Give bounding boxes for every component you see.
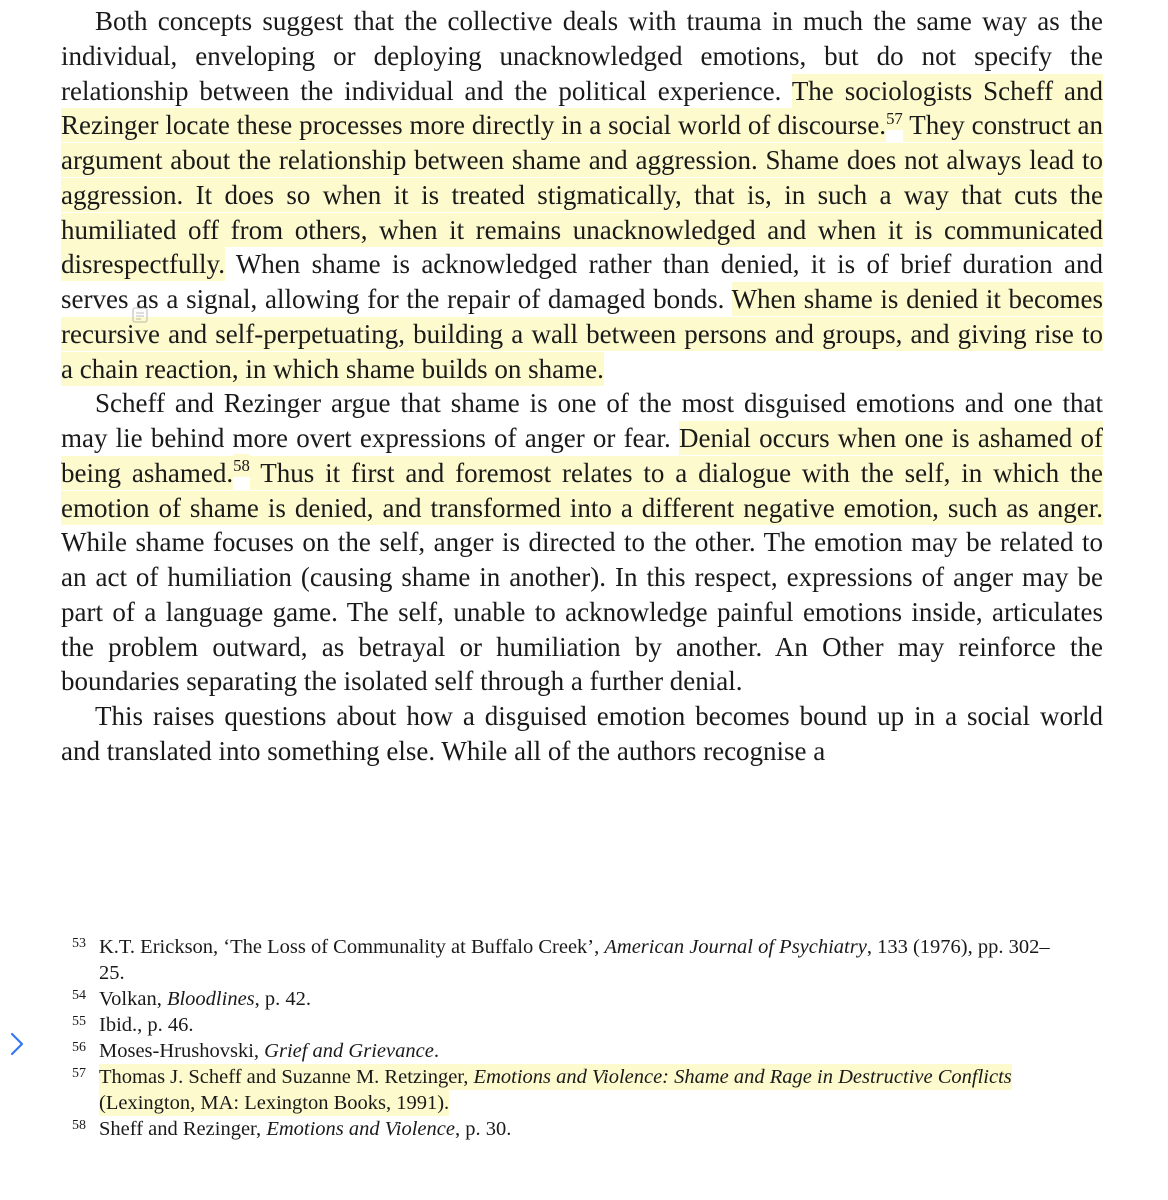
text-run: While shame focuses on the self, anger is directed to the other. The emotion may be related to an act of humiliation (causing shame in another). In this respect, expressions of anger may be part of a language game. The self, unable to acknowledge painful emotions inside, articulates the problem outward, as betrayal or humiliation by another. An Other may reinforce the boundaries separating the isolated self through a further denial.: [61, 527, 1103, 697]
footnote-text: [99, 986, 1072, 1012]
footnote-number: 56: [72, 1040, 86, 1055]
citation-text: K.T. Erickson, ‘The Loss of Communality at Buffalo Creek’,: [99, 936, 605, 958]
footnote-ref[interactable]: 57: [886, 108, 903, 128]
footnote: [72, 986, 1072, 1012]
footnote-number: 55: [72, 1014, 86, 1029]
citation-text: , p. 30.: [454, 1118, 512, 1140]
citation-text: Sheff and Rezinger,: [99, 1118, 267, 1140]
paragraph: [61, 386, 1103, 699]
footnote: [72, 1012, 1072, 1038]
note-icon[interactable]: [131, 306, 149, 324]
citation-text: Thomas J. Scheff and Suzanne M. Retzinger,: [99, 1066, 474, 1088]
citation-text: Ibid., p. 46.: [99, 1014, 194, 1036]
footnote: [72, 934, 1072, 986]
citation-title: Grief and Grievance: [264, 1040, 434, 1062]
highlighted-text: The sociologists Scheff and Rezinger locate these processes more directly in a social world of discourse.: [61, 75, 1103, 141]
citation-text: (Lexington, MA: Lexington Books, 1991).: [99, 1092, 450, 1114]
citation-title: American Journal of Psychiatry: [604, 936, 867, 958]
footnote-number: 53: [72, 936, 86, 951]
footnote-text: [99, 1064, 1072, 1116]
chevron-right-icon[interactable]: [6, 1030, 28, 1058]
citation-title: Emotions and Violence: [266, 1118, 455, 1140]
footnote: [72, 1064, 1072, 1116]
text-run: This raises questions about how a disguised emotion becomes bound up in a social world and translated into something else. While all of the authors recognise a: [61, 701, 1103, 766]
footnote-number: 58: [72, 1118, 86, 1133]
citation-title: Bloodlines: [166, 988, 255, 1010]
highlighted-text: [99, 1064, 1012, 1116]
footnote: [72, 1038, 1072, 1064]
footnote: [72, 1116, 1072, 1142]
text-run: When shame is acknowledged rather than denied, it is of brief duration and serves as a signal, allowing for the repair of damaged bonds.: [61, 249, 1103, 314]
citation-text: Moses-Hrushovski,: [99, 1040, 265, 1062]
footnote-number: 57: [72, 1066, 86, 1081]
citation-text: .: [433, 1040, 439, 1062]
highlighted-text: When shame is denied it becomes recursive and self-perpetuating, building a wall between persons and groups, and giving rise to a chain reaction, in which shame builds on shame.: [61, 284, 1103, 384]
highlighted-text: They construct an argument about the relationship between shame and aggression. Shame does not always lead to aggression. It does so when it is treated stigmatically, that is, in such a way that cuts the humiliated off from others, when it remains unacknowledged and when it is communicated disrespectfully.: [61, 110, 1103, 280]
highlighted-text: Thus it first and foremost relates to a dialogue with the self, in which the emotion of shame is denied, and transformed into a different negative emotion, such as anger.: [61, 457, 1103, 523]
text-run: Scheff and Rezinger argue that shame is one of the most disguised emotions and one that may lie behind more overt expressions of anger or fear.: [61, 388, 1103, 453]
footnote-number: 54: [72, 988, 86, 1003]
paragraph: [61, 699, 1103, 769]
citation-text: , 133 (1976), pp. 302–25.: [99, 936, 1050, 984]
citation-title: Emotions and Violence: Shame and Rage in Destructive Conflicts: [473, 1066, 1012, 1088]
footnotes: [72, 934, 1072, 1142]
footnote-ref[interactable]: 58: [233, 456, 250, 476]
footnote-text: [99, 1116, 1072, 1142]
paragraph: [61, 4, 1103, 386]
footnote-text: [99, 934, 1072, 986]
citation-text: , p. 42.: [254, 988, 312, 1010]
footnote-text: [99, 1038, 1072, 1064]
body-text: [61, 4, 1103, 769]
highlighted-text: Denial occurs when one is ashamed of being ashamed.: [61, 423, 1103, 488]
footnote-text: [99, 1012, 1072, 1038]
citation-text: Volkan,: [99, 988, 167, 1010]
text-run: Both concepts suggest that the collective deals with trauma in much the same way as the individual, enveloping or deploying unacknowledged emotions, but do not specify the relationship between the individual and the political experience.: [61, 6, 1103, 106]
